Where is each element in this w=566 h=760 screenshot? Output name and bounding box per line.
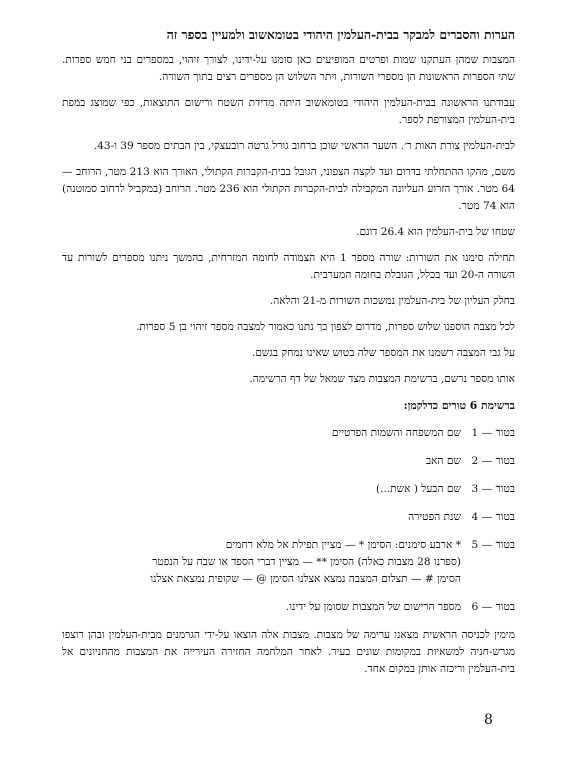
column-item-3 — [62, 481, 515, 498]
column-text-line: הסימן # — תצלום המצבה נמצא אצלנו הסימן @ — שקופית נמצאת אצלנו — [150, 573, 461, 585]
columns-heading: ברשימת 6 טורים כדלקמן: — [403, 399, 515, 412]
page-number: 8 — [484, 712, 493, 728]
column-label: בטור — 2 — [471, 455, 515, 467]
column-text: מספר הרישום של המצבות שסומן על ידינו. — [285, 601, 461, 613]
column-item-1 — [62, 425, 515, 442]
paragraph-closing: מימין לכניסה הראשית מצאנו ערימה של מצבות. מצבות אלה הוצאו על-ידי הגרמנים מבית-העלמין ובהן רוצפו מגרש-חניה למשאיות במקומות שונים בעיר. לאחר המלחמה החזירה העירייה את המצבות מהחניונים אל בית-העלמין וריכזה אותן במקום אחד. — [62, 629, 515, 675]
document-page — [62, 26, 515, 687]
column-text-line: * ארבע סימנים: הסימן * — מציין תפילת אל מלא רחמים — [225, 539, 461, 551]
paragraph-list-number: אותו מספר נרשם, ברשימת המצבות מצד שמאל של דף הרשימה. — [249, 373, 515, 385]
paragraph-upper-rows: בחלק העליון של בית-העלמין נמשכות השורות מ-21 והלאה. — [269, 295, 515, 307]
paragraph-shape: לבית-העלמין צורת האות ר׳. השער הראשי שוכן ברחוב גורל גרטה רובעצקי, בין הבתים מספר 39 ו-43. — [93, 140, 515, 152]
column-text: שם המשפחה והשמות הפרטיים — [331, 427, 461, 439]
column-text: שנת הפטירה — [408, 511, 461, 523]
column-item-2 — [62, 453, 515, 470]
column-item-5 — [62, 537, 515, 588]
column-text-line: (ספרנו 28 מצבות כאלה) הסימן ** — מציין דברי הספד או שבח על הנפטר — [152, 556, 461, 568]
paragraph-area: שטחו של בית-העלמין הוא 26.4 דונם. — [356, 226, 515, 238]
paragraph-marker: על גבי המצבה רשמנו את המספר שלה בטוש שאינו נמחק בגשם. — [251, 347, 515, 359]
column-label: בטור — 4 — [471, 511, 515, 523]
column-item-6 — [62, 599, 515, 616]
paragraph-dimensions: משם, מהקו ההתחלתי בדרום ועד לקצה הצפוני, הגובל בבית-הקברות הקתולי, האורך הוא 213 מטר, הרוחב — 64 מטר. אורך הזרוע העליונה המקבילה לבית-הקברות הקתולי הוא 236 מטר. הרוחב (במקביל לרחוב סמוטנה) הוא 74 מטר. — [62, 166, 515, 212]
column-label: בטור — 6 — [471, 601, 515, 613]
column-label: בטור — 5 — [471, 539, 515, 551]
paragraph-digits: לכל מצבה הוספנו שלוש ספרות, מדרום לצפון כך נתנו כאמור למצבה מספר זיהוי בן 5 ספרות. — [136, 321, 515, 333]
column-item-4 — [62, 509, 515, 526]
paragraph-survey: עבודתנו הראשונה בבית-העלמין היהודי בטומאשוב היתה מדידת השטח ורישום התוצאות, כפי שמוצג במפת בית-העלמין המצורפת לספר. — [62, 97, 515, 126]
column-label: בטור — 1 — [471, 427, 515, 439]
column-text: שם הבעל ( אשת...) — [375, 483, 461, 495]
paragraph-numbering: המצבות שמהן העתקנו שמות ופרטים המופיעים כאן סומנו על-ידינו, לצורך זיהוי, במספרים בני חמש ספרות. שתי הספרות הראשונות הן מספרי השורות, ויתר השלוש הן מספרים רצים בתוך השורה. — [62, 54, 515, 83]
page-title: הערות והסברים למבקר בבית-העלמין היהודי בטומאשוב ולמעיין בספר זה — [166, 27, 515, 42]
column-text — [62, 537, 461, 588]
paragraph-rows: תחילה סימנו את השורות: שורה מספר 1 היא הצמודה לחומה המזרחית, בהמשך ניתנו מספרים לשורות עד השורה ה-20 ועד בכלל, הגובלת בחומה המערבית. — [62, 252, 515, 281]
column-text: שם האב — [425, 455, 461, 467]
column-label: בטור — 3 — [471, 483, 515, 495]
